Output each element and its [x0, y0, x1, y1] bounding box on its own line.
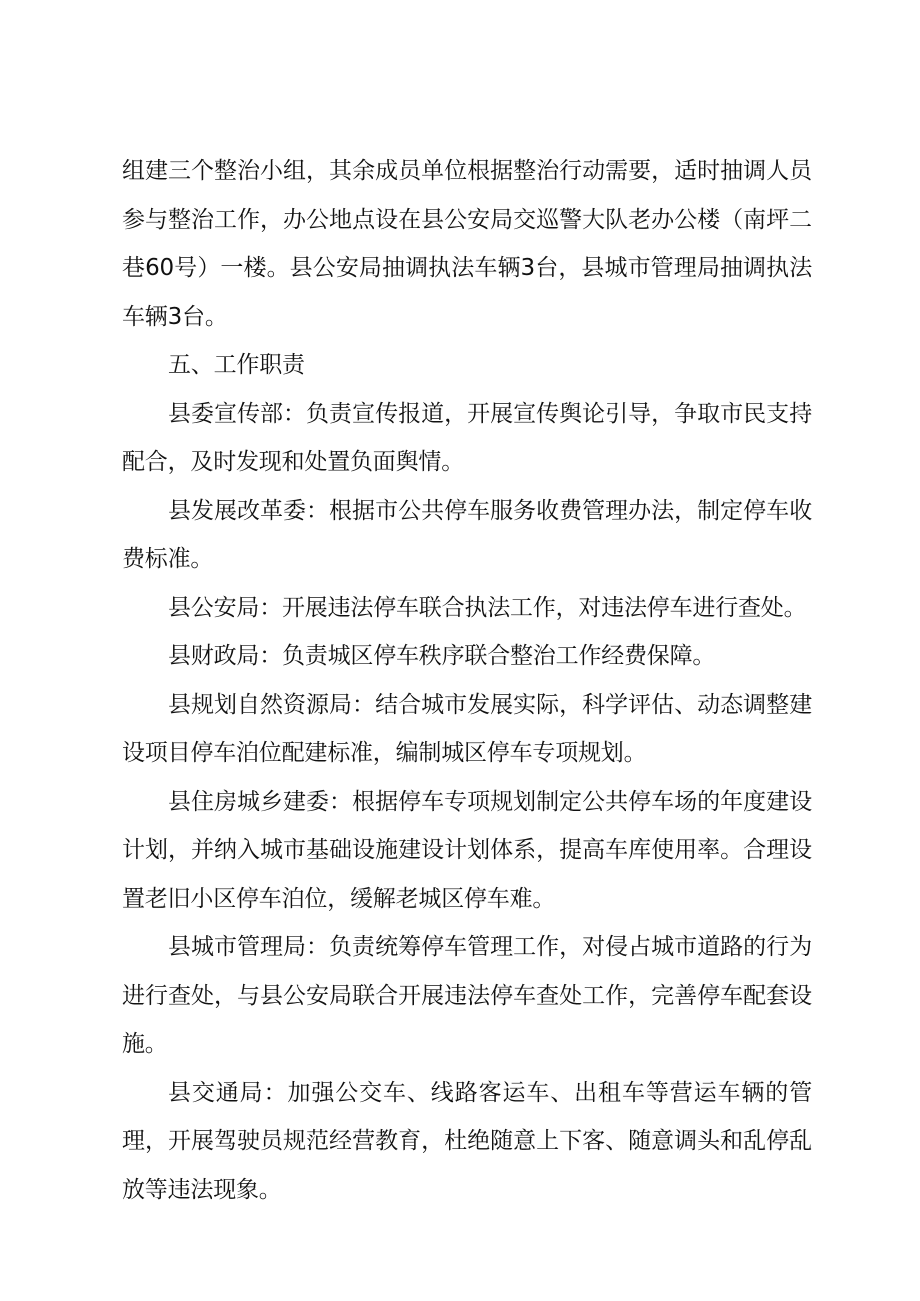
paragraph-propaganda-dept: 县委宣传部：负责宣传报道，开展宣传舆论引导，争取市民支持配合，及时发现和处置负面舆情。: [122, 400, 812, 475]
paragraph-finance-bureau: 县财政局：负责城区停车秩序联合整治工作经费保障。: [168, 643, 716, 669]
document-body: [122, 147, 812, 1214]
paragraph-planning-resources: 县规划自然资源局：结合城市发展实际，科学评估、动态调整建设项目停车泊位配建标准，编制城区停车专项规划。: [122, 691, 812, 766]
paragraph-transport-bureau: 县交通局：加强公交车、线路客运车、出租车等营运车辆的管理，开展驾驶员规范经营教育，杜绝随意上下客、随意调头和乱停乱放等违法现象。: [122, 1079, 812, 1203]
paragraph-public-security: 县公安局：开展违法停车联合执法工作，对违法停车进行查处。: [168, 594, 807, 621]
section-heading-work-duties: 五、工作职责: [168, 352, 305, 378]
paragraph-city-management: 县城市管理局：负责统筹停车管理工作，对侵占城市道路的行为进行查处，与县公安局联合开展违法停车查处工作，完善停车配套设施。: [122, 934, 812, 1057]
paragraph-housing-construction: 县住房城乡建委：根据停车专项规划制定公共停车场的年度建设计划，并纳入城市基础设施建设计划体系，提高车库使用率。合理设置老旧小区停车泊位，缓解老城区停车难。: [122, 788, 812, 912]
paragraph-development-reform: 县发展改革委：根据市公共停车服务收费管理办法，制定停车收费标准。: [122, 497, 812, 572]
paragraph-continuation: 组建三个整治小组，其余成员单位根据整治行动需要，适时抽调人员参与整治工作，办公地点设在县公安局交巡警大队老办公楼（南坪二巷60号）一楼。县公安局抽调执法车辆3台，县城市管理局抽调执法车辆3台。: [122, 158, 812, 330]
